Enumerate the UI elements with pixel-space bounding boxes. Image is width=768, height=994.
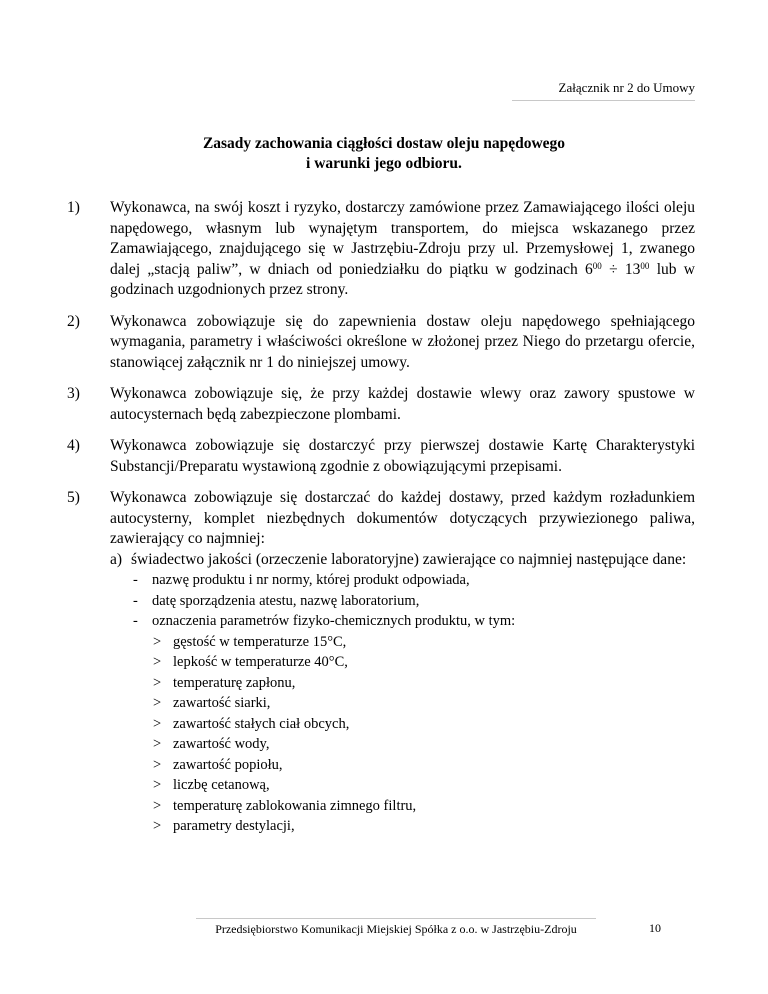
dash-item bbox=[131, 570, 695, 591]
time-start-hour: 6 bbox=[585, 260, 593, 278]
parameter-text: temperaturę zablokowania zimnego filtru, bbox=[173, 797, 417, 814]
gt-bullet: > bbox=[153, 633, 162, 650]
numbered-list bbox=[67, 198, 695, 848]
time-end-hour: 13 bbox=[624, 260, 641, 278]
dash-item-text: nazwę produktu i nr normy, której produkt odpowiada, bbox=[152, 572, 470, 588]
gt-bullet: > bbox=[153, 715, 162, 732]
title-line-1: Zasady zachowania ciągłości dostaw oleju napędowego bbox=[202, 135, 566, 152]
parameter-text: zawartość wody, bbox=[173, 736, 270, 752]
document-title bbox=[0, 134, 768, 174]
gt-bullet: > bbox=[153, 654, 162, 670]
parameter-item bbox=[131, 673, 695, 694]
item-text: Wykonawca zobowiązuje się dostarczać do każdej dostawy, przed każdym rozładunkiem autocysterny, komplet niezbędnych dokumentów dotyczących przywiezionego paliwa, zawierający co najmniej: bbox=[110, 489, 695, 547]
parameter-item bbox=[131, 755, 695, 776]
gt-bullet: > bbox=[153, 777, 162, 793]
item-number: 3) bbox=[67, 385, 80, 402]
dash-bullet: - bbox=[133, 572, 138, 588]
gt-bullet: > bbox=[153, 756, 162, 773]
footer-company: Przedsiębiorstwo Komunikacji Miejskiej Spółka z o.o. w Jastrzębiu-Zdroju bbox=[196, 918, 596, 937]
parameter-item bbox=[131, 796, 695, 817]
dash-item-text: oznaczenia parametrów fizyko-chemicznych produktu, w tym: bbox=[152, 613, 516, 629]
list-item-2 bbox=[67, 312, 695, 374]
dash-bullet: - bbox=[133, 592, 138, 609]
item-number: 2) bbox=[67, 312, 80, 330]
item-text-part: lub w godzinach uzgodnionych przez strony. bbox=[110, 260, 695, 298]
list-item-1 bbox=[67, 198, 695, 301]
parameter-text: parametry destylacji, bbox=[173, 818, 295, 834]
parameter-item bbox=[131, 816, 695, 837]
parameter-item bbox=[131, 652, 695, 673]
dash-item-text: datę sporządzenia atestu, nazwę laboratorium, bbox=[152, 592, 420, 609]
gt-bullet: > bbox=[153, 695, 162, 711]
item-text-part: Wykonawca, na swój koszt i ryzyko, dostarczy zamówione przez Zamawiającego ilości oleju napędowego, własnym lub wynajętym transportem, do miejsca wskazanego przez Zamawiającego, znajdującego się w Jastrzębiu-Zdroju przy ul. Przemysłowej 1, zwanego dalej „stacją paliw”, w dniach od poniedziałku do piątku w godzinach bbox=[110, 199, 695, 278]
dash-bullet: - bbox=[133, 613, 138, 629]
gt-bullet: > bbox=[153, 797, 162, 814]
parameter-item bbox=[131, 632, 695, 653]
item-text bbox=[110, 198, 695, 301]
item-number: 5) bbox=[67, 489, 80, 506]
annex-header: Załącznik nr 2 do Umowy bbox=[512, 80, 695, 101]
item-number: 1) bbox=[67, 199, 80, 216]
parameter-item bbox=[131, 734, 695, 755]
item-text: Wykonawca zobowiązuje się dostarczyć przy pierwszej dostawie Kartę Charakterystyki Substancji/Preparatu wystawioną zgodnie z obowiązującymi przepisami. bbox=[110, 437, 695, 475]
item-text: Wykonawca zobowiązuje się, że przy każdej dostawie wlewy oraz zawory spustowe w autocysternach będą zabezpieczone plombami. bbox=[110, 385, 695, 423]
parameter-text: zawartość popiołu, bbox=[173, 756, 283, 773]
parameter-item bbox=[131, 714, 695, 735]
gt-bullet: > bbox=[153, 818, 162, 834]
dash-item bbox=[131, 591, 695, 612]
sub-item-a bbox=[110, 550, 695, 837]
list-item-3 bbox=[67, 384, 695, 425]
title-line-2: i warunki jego odbioru. bbox=[306, 155, 462, 172]
parameter-text: temperaturę zapłonu, bbox=[173, 674, 296, 691]
time-start-minutes: 00 bbox=[592, 260, 602, 271]
sub-item-text: świadectwo jakości (orzeczenie laboratoryjne) zawierające co najmniej następujące dane: bbox=[131, 550, 687, 568]
parameter-item bbox=[131, 693, 695, 714]
parameter-text: lepkość w temperaturze 40°C, bbox=[173, 654, 348, 670]
parameter-text: zawartość stałych ciał obcych, bbox=[173, 715, 350, 732]
time-separator: ÷ bbox=[601, 260, 625, 278]
parameter-text: liczbę cetanową, bbox=[173, 777, 270, 793]
page-number: 10 bbox=[649, 921, 661, 935]
gt-bullet: > bbox=[153, 736, 162, 752]
gt-bullet: > bbox=[153, 674, 162, 691]
list-item-4 bbox=[67, 436, 695, 477]
dash-item bbox=[131, 611, 695, 632]
parameter-text: zawartość siarki, bbox=[173, 695, 271, 711]
time-end-minutes: 00 bbox=[640, 260, 650, 271]
sub-item-letter: a) bbox=[110, 550, 123, 568]
parameter-text: gęstość w temperaturze 15°C, bbox=[173, 633, 347, 650]
parameter-item bbox=[131, 775, 695, 796]
list-item-5 bbox=[67, 488, 695, 837]
item-text: Wykonawca zobowiązuje się do zapewnienia dostaw oleju napędowego spełniającego wymagania, parametry i właściwości określone w złożonej przez Niego do przetargu ofercie, stanowiącej załącznik nr 1 do niniejszej umowy. bbox=[110, 312, 695, 371]
item-number: 4) bbox=[67, 437, 80, 454]
